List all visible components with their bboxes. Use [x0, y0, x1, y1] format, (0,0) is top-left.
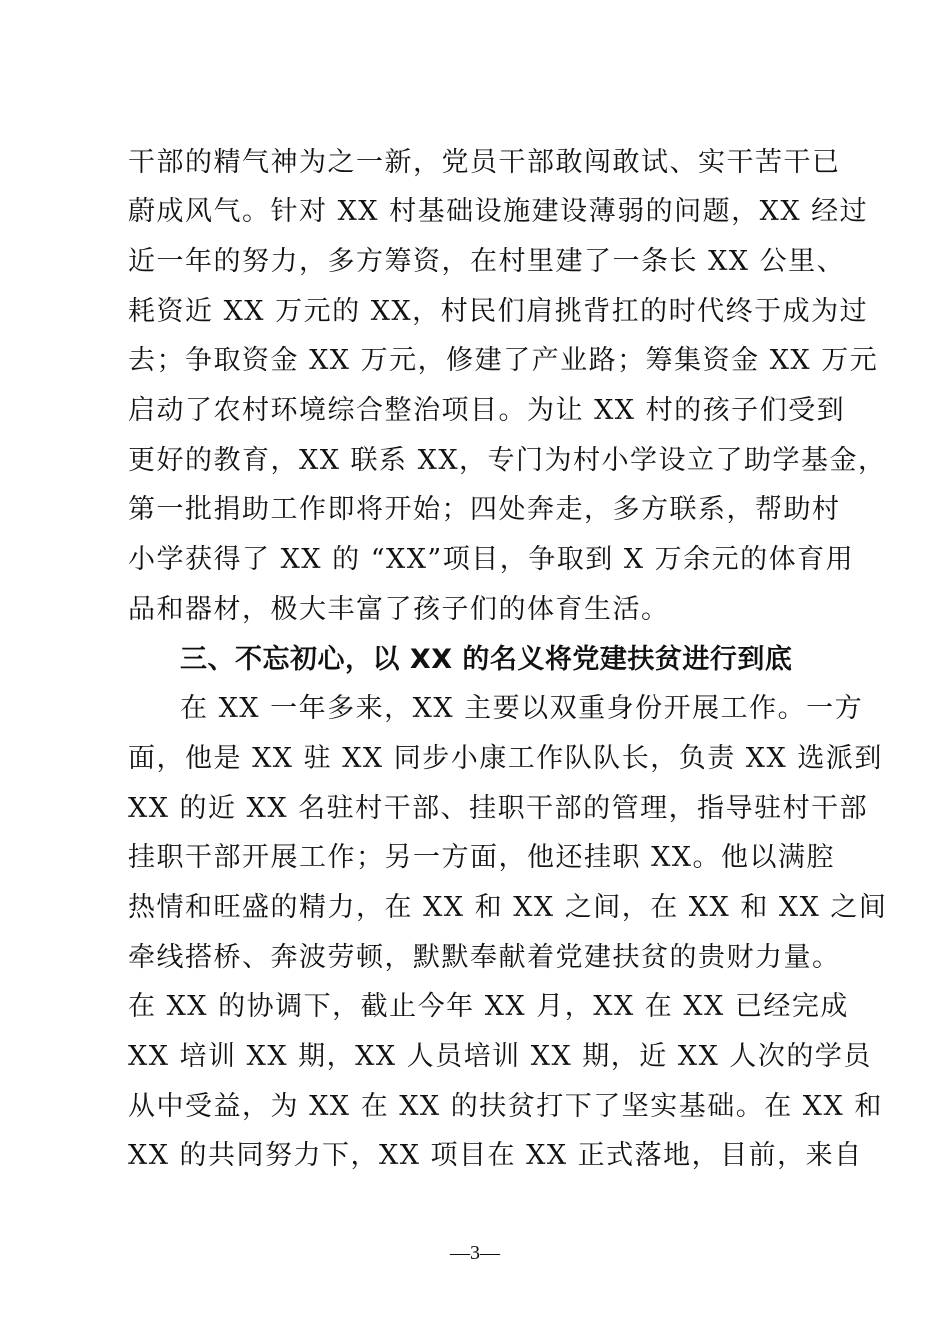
- paragraph-line: 干部的精气神为之一新，党员干部敢闯敢试、实干苦干已: [128, 147, 841, 178]
- paragraph-line: XX 培训 XX 期，XX 人员培训 XX 期，近 XX 人次的学员: [128, 1041, 872, 1072]
- section-heading: 三、不忘初心，以 XX 的名义将党建扶贫进行到底: [180, 644, 793, 675]
- paragraph-line: 近一年的努力，多方筹资，在村里建了一条长 XX 公里、: [128, 246, 846, 277]
- page-number: —3—: [450, 1242, 500, 1264]
- paragraph-line: XX 的共同努力下，XX 项目在 XX 正式落地，目前，来自: [128, 1140, 863, 1171]
- paragraph-line: 品和器材，极大丰富了孩子们的体育生活。: [128, 594, 670, 625]
- paragraph-line: 在 XX 的协调下，截止今年 XX 月，XX 在 XX 已经完成: [128, 991, 849, 1022]
- paragraph-line: 热情和旺盛的精力，在 XX 和 XX 之间，在 XX 和 XX 之间: [128, 892, 888, 923]
- paragraph-line: 小学获得了 XX 的 “XX”项目，争取到 X 万余元的体育用: [128, 544, 855, 575]
- paragraph-line: 耗资近 XX 万元的 XX，村民们肩挑背扛的时代终于成为过: [128, 296, 869, 327]
- paragraph-line: 更好的教育，XX 联系 XX，专门为村小学设立了助学基金，: [128, 445, 887, 476]
- paragraph-line: 蔚成风气。针对 XX 村基础设施建设薄弱的问题，XX 经过: [128, 196, 869, 227]
- paragraph-line: 启动了农村环境综合整治项目。为让 XX 村的孩子们受到: [128, 395, 846, 426]
- paragraph-line: 牵线搭桥、奔波劳顿，默默奉献着党建扶贫的贵财力量。: [128, 942, 841, 973]
- paragraph-line: 挂职干部开展工作；另一方面，他还挂职 XX。他以满腔: [128, 842, 836, 873]
- paragraph-line: 第一批捐助工作即将开始；四处奔走，多方联系，帮助村: [128, 494, 841, 525]
- paragraph-line: XX 的近 XX 名驻村干部、挂职干部的管理，指导驻村干部: [128, 793, 869, 824]
- paragraph-line: 在 XX 一年多来，XX 主要以双重身份开展工作。一方: [180, 693, 864, 724]
- paragraph-line: 从中受益，为 XX 在 XX 的扶贫打下了坚实基础。在 XX 和: [128, 1091, 883, 1122]
- paragraph-line: 面，他是 XX 驻 XX 同步小康工作队队长，负责 XX 选派到: [128, 743, 883, 774]
- paragraph-line: 去；争取资金 XX 万元，修建了产业路；筹集资金 XX 万元: [128, 345, 879, 376]
